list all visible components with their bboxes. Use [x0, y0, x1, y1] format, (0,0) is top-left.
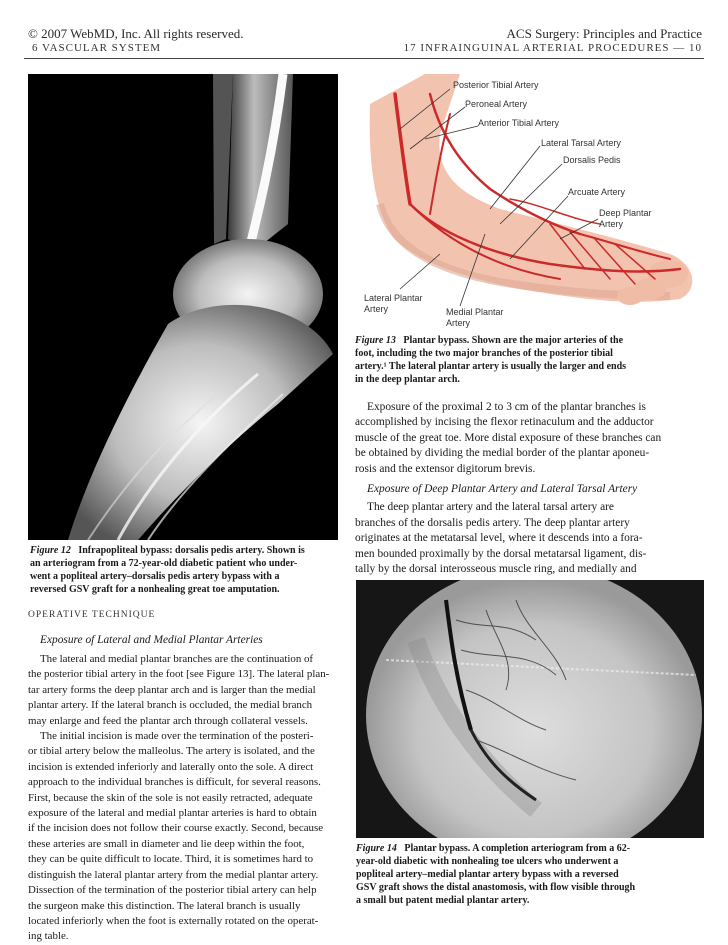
text-line: if the incision does not follow their course exactly. Second, because — [28, 822, 324, 835]
section-title: 6 VASCULAR SYSTEM — [32, 42, 162, 54]
right-column-text — [355, 400, 704, 577]
label-posterior-tibial: Posterior Tibial Artery — [453, 80, 539, 90]
text-line: distinguish the lateral plantar artery from the medial plantar artery. — [28, 868, 319, 881]
copyright-notice: © 2007 WebMD, Inc. All rights reserved. — [28, 26, 244, 41]
label-medial-plantar: Medial Plantar — [446, 307, 504, 317]
text-line: accomplished by incising the flexor retinaculum and the adductor — [355, 416, 654, 429]
text-line: these arteries are small in diameter and lie deep within the foot, — [28, 837, 305, 850]
label-dorsalis-pedis: Dorsalis Pedis — [563, 155, 621, 165]
book-title: ACS Surgery: Principles and Practice — [506, 26, 702, 41]
label-lateral-plantar-2: Artery — [364, 304, 389, 314]
section-heading: OPERATIVE TECHNIQUE — [28, 610, 156, 620]
text-line: the posterior tibial artery in the foot [see Figure 13]. The lateral plan- — [28, 668, 330, 681]
label-lateral-plantar: Lateral Plantar — [364, 293, 423, 303]
caption-line: Plantar bypass. A completion arteriogram from a 62- — [404, 843, 631, 854]
text-line: rosis and the extensor digitorum brevis. — [355, 462, 536, 475]
text-line: may enlarge and feed the plantar arch through collateral vessels. — [28, 714, 308, 727]
figure14-caption — [356, 842, 706, 907]
text-line: plantar artery. If the lateral branch is occluded, the medial branch — [28, 699, 313, 712]
caption-line: Infrapopliteal bypass: dorsalis pedis artery. Shown is — [78, 545, 305, 556]
text-line: approach to the individual branches is difficult, for several reasons. — [28, 776, 321, 789]
text-line: Dissection of the termination of the posterior tibial artery can help — [28, 884, 317, 897]
figure13-illustration — [350, 74, 704, 330]
text-line: be obtained by dividing the medial border of the plantar aponeu- — [355, 447, 650, 460]
caption-line: artery.¹ The lateral plantar artery is usually the larger and ends — [355, 361, 627, 372]
left-column-text — [28, 652, 339, 945]
figure14-label: Figure 14 — [356, 843, 397, 854]
text-line: muscle of the great toe. More distal exposure of these branches can — [355, 431, 662, 444]
header-rule — [24, 58, 704, 59]
text-line: branches of the dorsalis pedis artery. The deep plantar artery — [355, 516, 630, 529]
caption-line: reversed GSV graft for a nonhealing great toe amputation. — [30, 584, 280, 595]
text-line: Exposure of the proximal 2 to 3 cm of the plantar branches is — [367, 401, 646, 413]
figure12-arteriogram — [28, 74, 338, 540]
text-line: incision is extended inferiorly and laterally onto the sole. A direct — [28, 760, 314, 773]
label-deep-plantar-2: Artery — [599, 219, 624, 229]
text-line: The deep plantar artery and the lateral tarsal artery are — [367, 501, 614, 514]
figure13-label: Figure 13 — [355, 335, 396, 346]
text-line: located inferiorly when the foot is externally rotated on the operat- — [28, 914, 319, 927]
text-line: they can be quite difficult to locate. Third, it is sometimes hard to — [28, 853, 314, 866]
text-line: The initial incision is made over the termination of the posteri- — [40, 730, 314, 743]
caption-line: foot, including the two major branches of the posterior tibial — [355, 348, 613, 359]
caption-line: an arteriogram from a 72-year-old diabetic patient who under- — [30, 558, 298, 569]
caption-line: Plantar bypass. Shown are the major arteries of the — [403, 335, 624, 346]
text-line: The lateral and medial plantar branches are the continuation of — [40, 653, 314, 665]
label-arcuate: Arcuate Artery — [568, 187, 626, 197]
label-deep-plantar: Deep Plantar — [599, 208, 652, 218]
text-line: exposure of the lateral and medial plantar arteries is hard to obtain — [28, 807, 317, 820]
label-medial-plantar-2: Artery — [446, 318, 471, 328]
text-line: First, because the skin of the sole is not easily retracted, adequate — [28, 791, 313, 804]
label-peroneal: Peroneal Artery — [465, 99, 528, 109]
text-line: originates at the metatarsal level, where it descends into a fora- — [355, 532, 643, 545]
text-line: or tibial artery below the malleolus. The artery is isolated, and the — [28, 745, 315, 758]
figure12-label: Figure 12 — [30, 545, 71, 556]
caption-line: popliteal artery–medial plantar artery bypass with a reversed — [356, 869, 619, 880]
figure13-caption — [355, 334, 705, 386]
subhead-plantar: Exposure of Lateral and Medial Plantar Arteries — [40, 634, 263, 646]
text-line: tar artery forms the deep plantar arch and is larger than the medial — [28, 683, 316, 696]
text-line: the surgeon make this distinction. The lateral branch is usually — [28, 899, 301, 912]
caption-line: in the deep plantar arch. — [355, 374, 460, 385]
caption-line: a small but patent medial plantar artery. — [356, 895, 530, 906]
subhead-deep-plantar: Exposure of Deep Plantar Artery and Lateral Tarsal Artery — [367, 483, 638, 496]
text-line: men bounded proximally by the dorsal metatarsal ligament, dis- — [355, 547, 647, 560]
label-lateral-tarsal: Lateral Tarsal Artery — [541, 138, 621, 148]
figure12-caption — [30, 544, 340, 596]
text-line: tally by the dorsal interosseous muscle ring, and medially and — [355, 563, 637, 576]
caption-line: went a popliteal artery–dorsalis pedis artery bypass with a — [30, 571, 280, 582]
chapter-title: 17 INFRAINGUINAL ARTERIAL PROCEDURES — 10 — [403, 42, 702, 54]
label-anterior-tibial: Anterior Tibial Artery — [478, 118, 560, 128]
caption-line: GSV graft shows the distal anastomosis, with flow visible through — [356, 882, 636, 893]
caption-line: year-old diabetic with nonhealing toe ulcers who underwent a — [356, 856, 619, 867]
figure14-arteriogram — [356, 580, 704, 838]
text-line: ing table. — [28, 930, 69, 943]
